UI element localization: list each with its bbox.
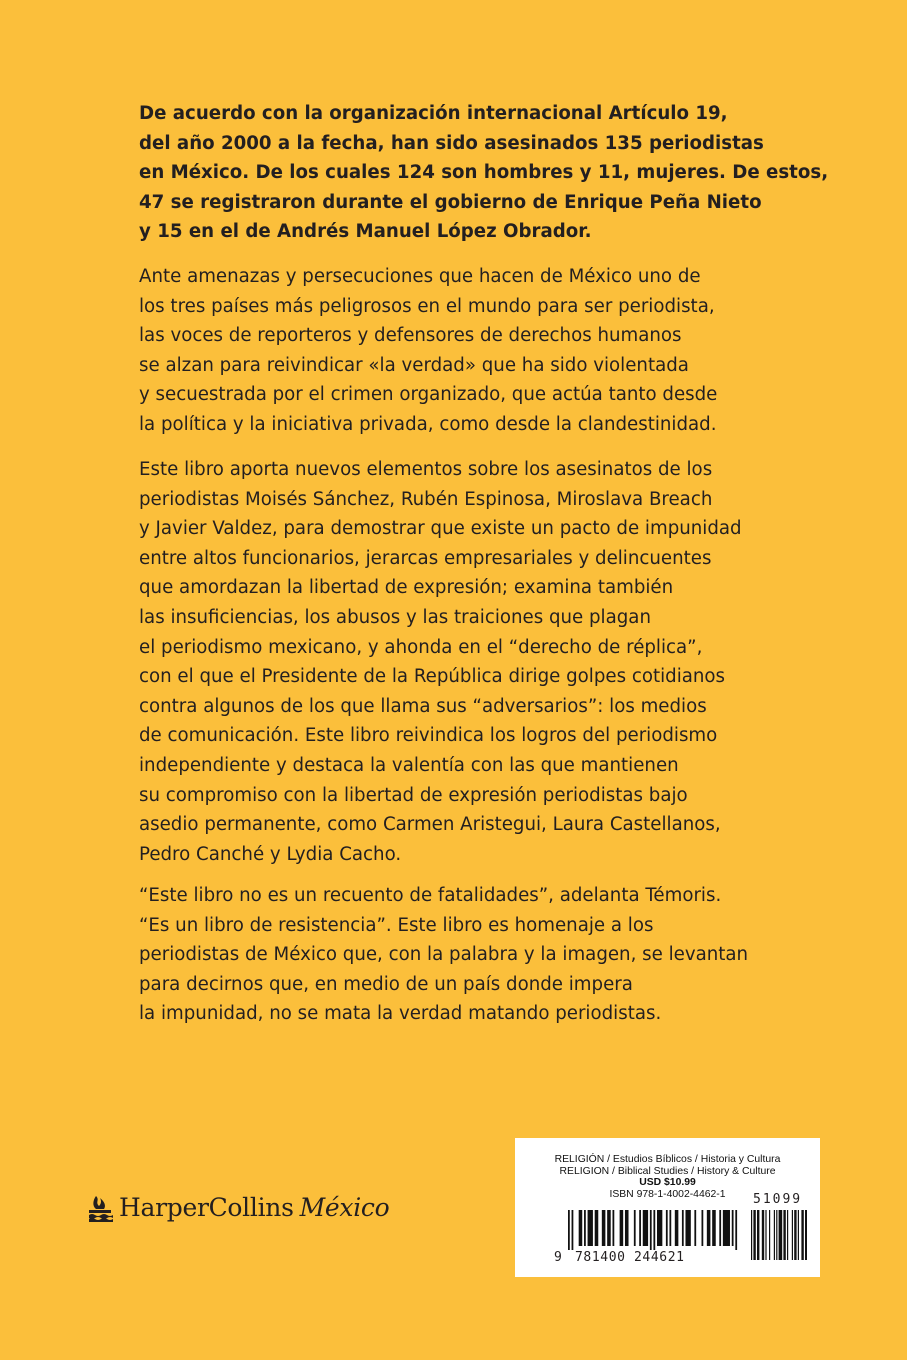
publisher-logo	[87, 1193, 389, 1222]
text-line: periodistas Moisés Sánchez, Rubén Espinosa, Miroslava Breach	[139, 488, 713, 510]
text-line: contra algunos de los que llama sus “adversarios”: los medios	[139, 695, 707, 717]
text-line: con el que el Presidente de la República dirige golpes cotidianos	[139, 666, 726, 688]
isbn-label: ISBN 978-1-4002-4462-1	[609, 1188, 726, 1200]
text-line: y 15 en el de Andrés Manuel López Obrador.	[139, 221, 592, 243]
synopsis-paragraph-3	[139, 455, 742, 869]
bisac-category-es: RELIGIÓN / Estudios Bíblicos / Historia y Cultura	[554, 1154, 781, 1165]
text-line: Este libro aporta nuevos elementos sobre los asesinatos de los	[139, 459, 713, 480]
text-line: y Javier Valdez, para demostrar que existe un pacto de impunidad	[139, 518, 742, 540]
publisher-name: HarperCollins	[119, 1193, 294, 1222]
ean-first-digit: 9	[554, 1250, 562, 1265]
ean-digits: 781400 244621	[575, 1250, 685, 1265]
publisher-country: México	[299, 1193, 390, 1222]
synopsis-paragraph-2	[139, 262, 717, 440]
text-line: entre altos funcionarios, jerarcas empresariales y delincuentes	[139, 547, 712, 569]
text-line: las voces de reporteros y defensores de derechos humanos	[139, 325, 682, 347]
synopsis-paragraph-4	[139, 881, 748, 1029]
text-line: Pedro Canché y Lydia Cacho.	[139, 843, 402, 865]
text-line: los tres países más peligrosos en el mundo para ser periodista,	[139, 295, 715, 317]
text-line: su compromiso con la libertad de expresión periodistas bajo	[139, 784, 688, 806]
text-line: el periodismo mexicano, y ahonda en el “derecho de réplica”,	[139, 636, 703, 658]
text-line: De acuerdo con la organización internacional Artículo 19,	[139, 103, 728, 124]
price-label: USD $10.99	[639, 1177, 696, 1188]
addon-barcode	[751, 1210, 807, 1262]
text-line: la impunidad, no se mata la verdad matando periodistas.	[139, 1003, 662, 1025]
text-line: que amordazan la libertad de expresión; examina también	[139, 577, 674, 599]
text-line: “Este libro no es un recuento de fatalidades”, adelanta Témoris.	[139, 885, 722, 906]
text-line: Ante amenazas y persecuciones que hacen de México uno de	[139, 266, 701, 287]
text-line: las insuficiencias, los abusos y las traiciones que plagan	[139, 606, 651, 628]
text-line: periodistas de México que, con la palabra y la imagen, se levantan	[139, 944, 749, 966]
text-line: del año 2000 a la fecha, han sido asesinados 135 periodistas	[139, 132, 764, 154]
text-line: y secuestrada por el crimen organizado, que actúa tanto desde	[139, 384, 718, 406]
text-line: 47 se registraron durante el gobierno de Enrique Peña Nieto	[139, 191, 762, 213]
text-line: se alzan para reivindicar «la verdad» que ha sido violentada	[139, 354, 689, 376]
ean-barcode	[568, 1210, 740, 1250]
text-line: “Es un libro de resistencia”. Este libro es homenaje a los	[139, 914, 654, 936]
text-line: de comunicación. Este libro reivindica los logros del periodismo	[139, 725, 718, 747]
text-line: en México. De los cuales 124 son hombres y 11, mujeres. De estos,	[139, 162, 829, 184]
text-line: independiente y destaca la valentía con las que mantienen	[139, 754, 679, 776]
fire-water-logo-icon	[87, 1194, 113, 1222]
text-line: la política y la iniciativa privada, como desde la clandestinidad.	[139, 413, 717, 435]
text-line: para decirnos que, en medio de un país donde impera	[139, 973, 633, 995]
bisac-category-en: RELIGION / Biblical Studies / History & Culture	[559, 1165, 776, 1177]
text-line: asedio permanente, como Carmen Aristegui, Laura Castellanos,	[139, 814, 721, 836]
synopsis-paragraph-1	[139, 99, 828, 247]
barcode-panel	[515, 1138, 820, 1277]
addon-digits: 51099	[753, 1192, 803, 1207]
